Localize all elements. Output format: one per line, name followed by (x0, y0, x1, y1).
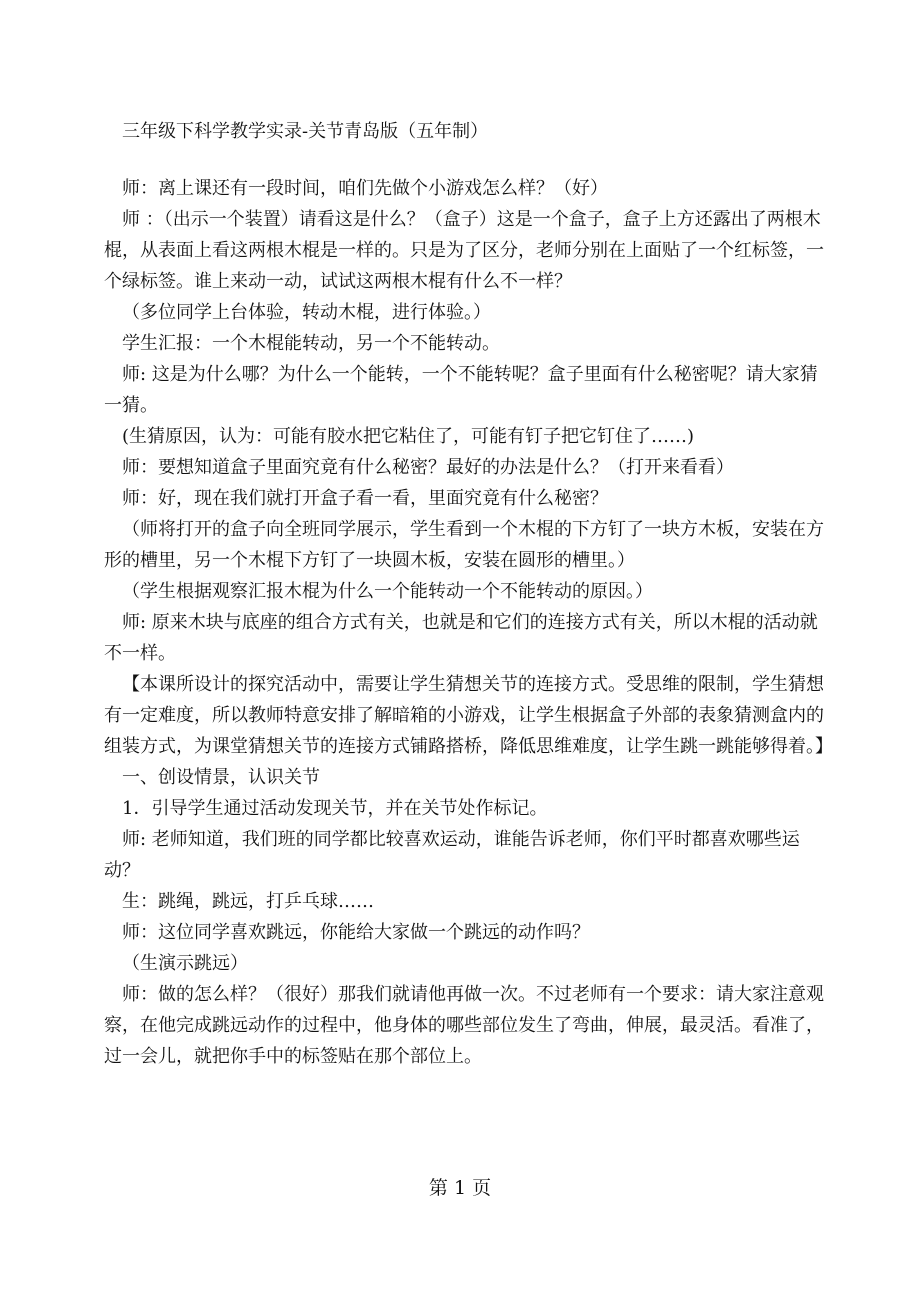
paragraph: 师：要想知道盒子里面究竟有什么秘密？最好的办法是什么？（打开来看看） (122, 457, 734, 478)
paragraph: 师：离上课还有一段时间，咱们先做个小游戏怎么样？（好） (122, 178, 608, 199)
paragraph: （生演示跳远） (122, 953, 248, 974)
paragraph: （学生根据观察汇报木棍为什么一个能转动一个不能转动的原因。） (122, 581, 653, 602)
paragraph: 师 ：（出示一个装置）请看这是什么？（盒子）这是一个盒子，盒子上方还露出了两根木棍，从表面上看这两根木棍是一样的。只是为了区分，老师分别在上面贴了一个红标签，一个绿标签。谁上来动一动，试试这两根木棍有什么不一样？ (104, 209, 824, 292)
paragraph: 师：这位同学喜欢跳远，你能给大家做一个跳远的动作吗？ (122, 922, 590, 943)
paragraph: 师: 原来木块与底座的组合方式有关，也就是和它们的连接方式有关，所以木棍的活动就不一样。 (104, 612, 818, 664)
paragraph: 生：跳绳，跳远，打乒乓球…… (122, 891, 374, 912)
paragraph: 师: 老师知道，我们班的同学都比较喜欢运动，谁能告诉老师，你们平时都喜欢哪些运动？ (104, 829, 800, 881)
paragraph: （师将打开的盒子向全班同学展示，学生看到一个木棍的下方钉了一块方木板，安装在方形的槽里，另一个木棍下方钉了一块圆木板，安装在圆形的槽里。） (104, 519, 824, 571)
paragraph: 师：做的怎么样？（很好）那我们就请他再做一次。不过老师有一个要求：请大家注意观察，在他完成跳远动作的过程中，他身体的哪些部位发生了弯曲，伸展，最灵活。看准了，过一会儿，就把你手中的标签贴在那个部位上。 (104, 984, 824, 1067)
document-title: 三年级下科学教学实录-关节青岛版（五年制） (122, 121, 489, 142)
page-number: 第 1 页 (428, 1177, 492, 1199)
paragraph: 【本课所设计的探究活动中，需要让学生猜想关节的连接方式。受思维的限制，学生猜想有一定难度，所以教师特意安排了解暗箱的小游戏，让学生根据盒子外部的表象猜测盒内的组装方式，为课堂猜想关节的连接方式铺路搭桥，降低思维难度，让学生跳一跳能够得着。】 (104, 674, 833, 757)
section-heading: 一、创设情景，认识关节 (122, 767, 320, 788)
paragraph: 师: 这是为什么哪？为什么一个能转，一个不能转呢？盒子里面有什么秘密呢？请大家猜一猜。 (104, 364, 818, 416)
paragraph: 师：好，现在我们就打开盒子看一看，里面究竟有什么秘密？ (122, 488, 608, 509)
paragraph: (生猜原因，认为：可能有胶水把它粘住了，可能有钉子把它钉住了……) (122, 426, 695, 447)
paragraph: 1．引导学生通过活动发现关节，并在关节处作标记。 (122, 798, 548, 819)
paragraph: （多位同学上台体验，转动木棍，进行体验。） (122, 302, 491, 323)
document-body (104, 116, 834, 1072)
paragraph: 学生汇报：一个木棍能转动，另一个不能转动。 (122, 333, 500, 354)
